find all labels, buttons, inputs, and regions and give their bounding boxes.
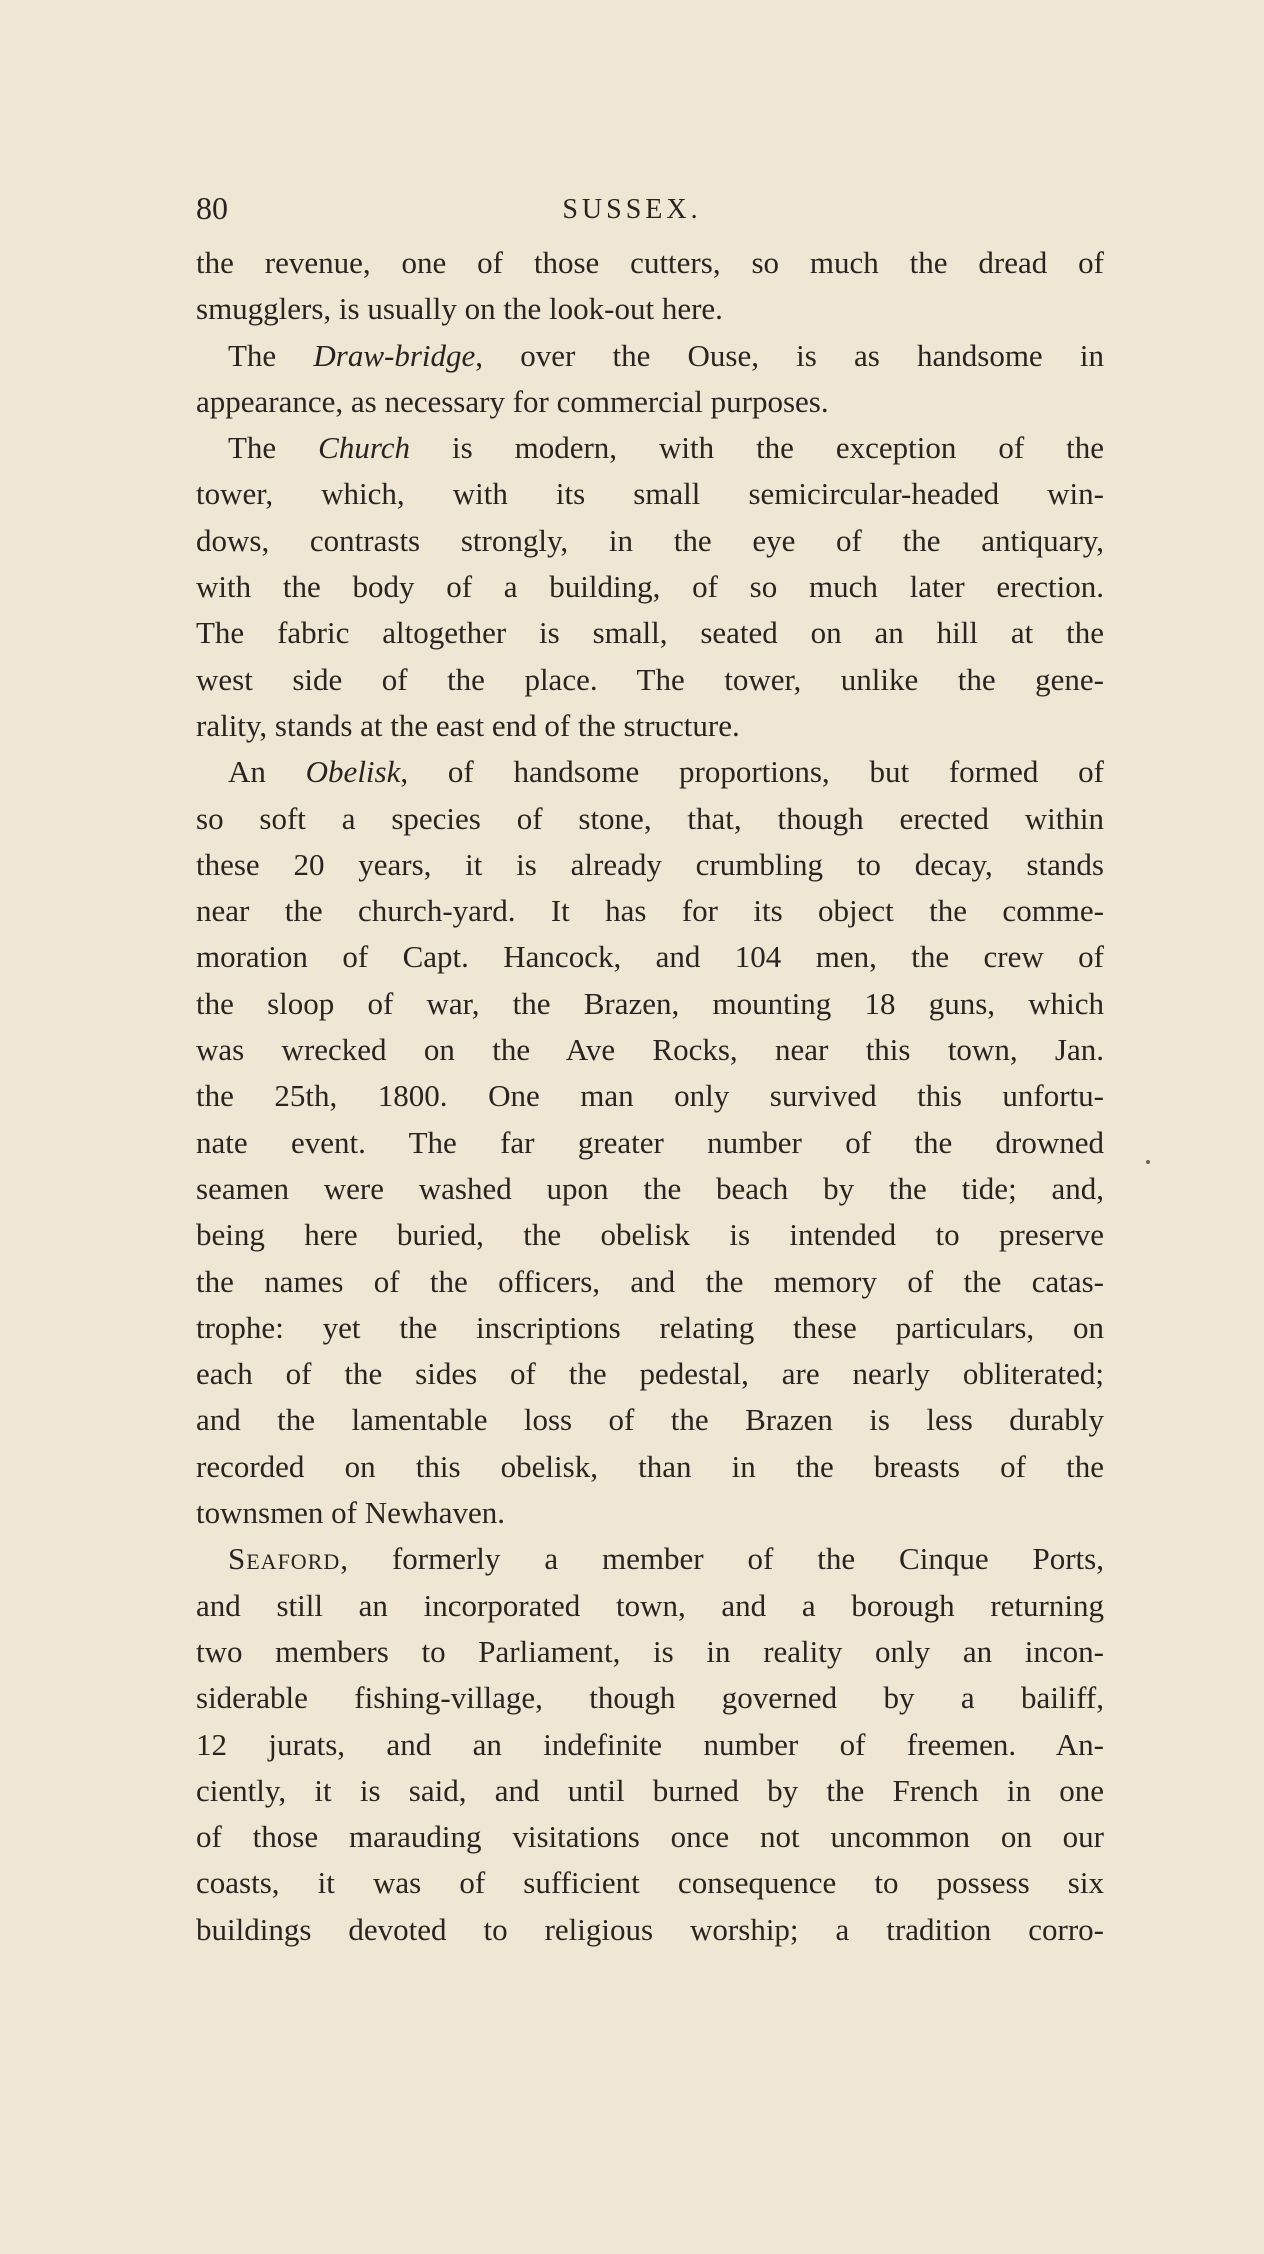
text-run: appearance, as necessary for commercial purposes. [196,383,829,419]
text-line [196,564,1104,610]
text-run: and still an incorporated town, and a borough returning [196,1587,1104,1623]
text-line [196,286,1104,332]
text-run: the names of the officers, and the memory of the catas- [196,1263,1104,1299]
text-run: , over the Ouse, is as handsome in [475,337,1104,373]
text-run: coasts, it was of sufficient consequence to possess six [196,1865,1104,1901]
text-run: and the lamentable loss of the Brazen is less durably [196,1402,1104,1438]
text-run: the revenue, one of those cutters, so much the dread of [196,245,1104,280]
text-line [196,1444,1104,1490]
text-run: 12 jurats, and an indefinite number of freemen. An- [196,1726,1104,1762]
text-run: smugglers, is usually on the look-out here. [196,291,723,327]
text-line [196,1166,1104,1212]
text-line [196,796,1104,842]
text-line [196,1675,1104,1721]
text-line [196,1907,1104,1953]
text-line [196,1397,1104,1443]
text-run: recorded on this obelisk, than in the breasts of the [196,1448,1104,1484]
text-line [196,610,1104,656]
text-line [196,981,1104,1027]
text-run: seamen were washed upon the beach by the tide; and, [196,1170,1104,1206]
text-line [196,1259,1104,1305]
text-run: nate event. The far greater number of the drowned [196,1124,1104,1160]
page-number: 80 [196,190,228,226]
text-run: these 20 years, it is already crumbling to decay, stands [196,846,1104,882]
text-run: , formerly a member of the Cinque Ports, [340,1541,1104,1577]
text-line [196,657,1104,703]
print-speck [1146,1160,1150,1164]
text-run: two members to Parliament, is in reality only an incon- [196,1633,1104,1669]
running-title: SUSSEX. [562,194,702,225]
text-line [196,703,1104,749]
text-run: being here buried, the obelisk is intended to preserve [196,1217,1104,1253]
text-run: the 25th, 1800. One man only survived this unfortu- [196,1078,1104,1114]
text-line [196,1212,1104,1258]
text-run: was wrecked on the Ave Rocks, near this town, Jan. [196,1032,1104,1068]
text-line [196,1814,1104,1860]
text-run: , of handsome proportions, but formed of [400,754,1104,790]
text-line [196,1351,1104,1397]
text-line [196,1860,1104,1906]
text-run: with the body of a building, of so much later erection. [196,569,1104,605]
text-line [196,749,1104,795]
italic-term: Church [318,430,411,466]
text-run: is modern, with the exception of the [410,430,1104,466]
text-run: dows, contrasts strongly, in the eye of the antiquary, [196,522,1104,558]
text-run: buildings devoted to religious worship; a tradition corro- [196,1911,1104,1947]
text-line [196,842,1104,888]
text-line [196,1073,1104,1119]
text-run: the sloop of war, the Brazen, mounting 18 guns, which [196,985,1104,1021]
text-run: An [228,754,306,790]
text-line [196,1722,1104,1768]
text-run: rality, stands at the east end of the structure. [196,707,740,743]
text-run: The fabric altogether is small, seated on an hill at the [196,615,1104,651]
text-line [196,425,1104,471]
text-run: tower, which, with its small semicircular-headed win- [196,476,1104,512]
text-line [196,1629,1104,1675]
text-run: so soft a species of stone, that, though erected within [196,800,1104,836]
text-run: The [228,337,314,373]
text-line [196,1536,1104,1582]
body-text [196,240,1104,1953]
text-run: each of the sides of the pedestal, are nearly obliterated; [196,1356,1104,1392]
place-name: Seaford [228,1541,341,1577]
text-line [196,240,1104,286]
text-run: trophe: yet the inscriptions relating these particulars, on [196,1309,1104,1345]
italic-term: Obelisk [305,754,401,790]
text-line [196,1583,1104,1629]
text-line [196,1305,1104,1351]
text-line [196,1027,1104,1073]
text-run: ciently, it is said, and until burned by the French in one [196,1772,1104,1808]
text-line [196,934,1104,980]
text-run: west side of the place. The tower, unlike the gene- [196,661,1104,697]
text-line [196,379,1104,425]
text-run: siderable fishing-village, though governed by a bailiff, [196,1680,1104,1716]
italic-term: Draw-bridge [313,337,476,373]
text-line [196,471,1104,517]
text-line [196,518,1104,564]
text-line [196,333,1104,379]
text-line [196,1768,1104,1814]
text-run: moration of Capt. Hancock, and 104 men, the crew of [196,939,1104,975]
text-run: The [228,430,319,466]
text-run: near the church-yard. It has for its object the comme- [196,893,1104,929]
text-line [196,1490,1104,1536]
text-line [196,1120,1104,1166]
text-run: townsmen of Newhaven. [196,1495,506,1531]
text-line [196,888,1104,934]
text-run: of those marauding visitations once not uncommon on our [196,1819,1104,1855]
